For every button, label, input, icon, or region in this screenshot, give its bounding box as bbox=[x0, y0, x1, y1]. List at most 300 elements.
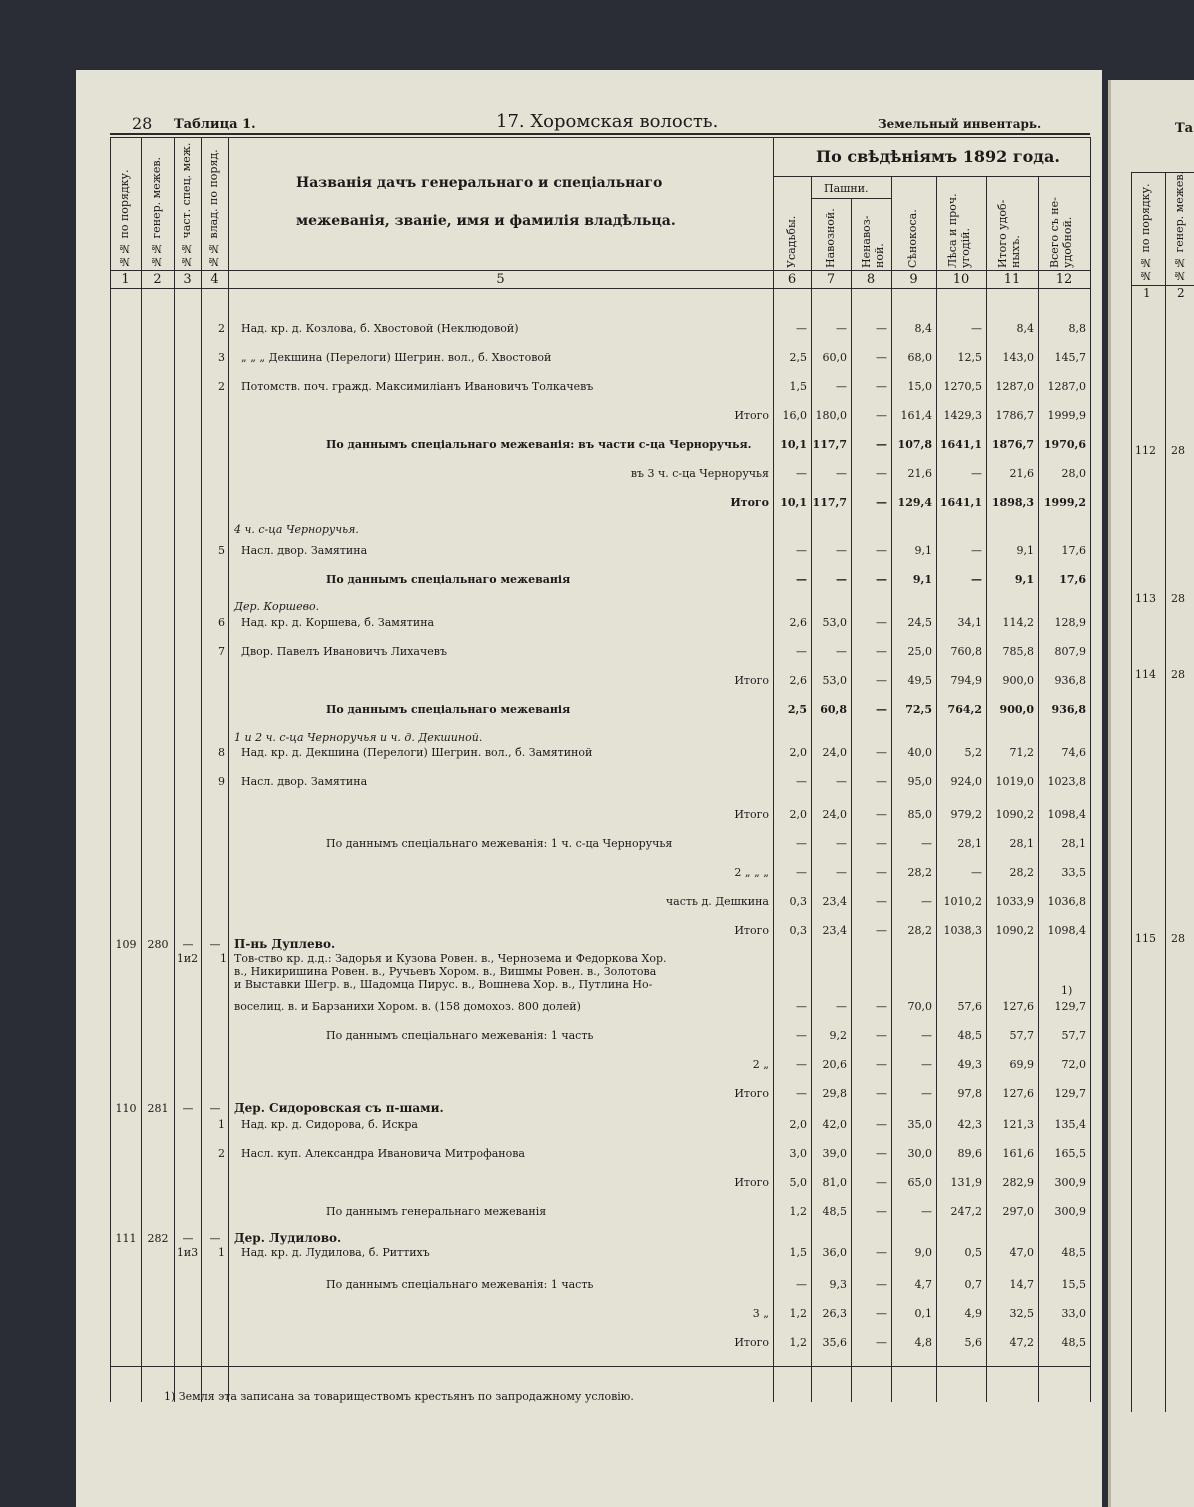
cell-c6: 2,5 bbox=[787, 703, 807, 716]
cell-c11: 127,6 bbox=[1002, 1000, 1034, 1013]
owner-number: 1 bbox=[220, 952, 227, 965]
cell-c9: 25,0 bbox=[907, 645, 932, 658]
entry-text: По даннымъ генеральнаго межеванія bbox=[326, 1205, 547, 1218]
cell-c9: 24,5 bbox=[907, 616, 932, 629]
cell-c9: 30,0 bbox=[907, 1147, 932, 1160]
col10-header: Лѣса и проч. угодій. bbox=[946, 193, 972, 268]
cell-c10: 4,9 bbox=[964, 1307, 982, 1320]
special-number: 1и2 bbox=[176, 952, 199, 965]
cell-c10: — bbox=[971, 573, 982, 586]
cell-c8: — bbox=[876, 1176, 887, 1189]
cell-c11: 8,4 bbox=[1016, 322, 1034, 335]
cell-c6: — bbox=[796, 573, 807, 586]
page-title: 17. Хоромская волость. bbox=[496, 111, 719, 132]
cell-c9: 68,0 bbox=[907, 351, 932, 364]
cell-c7: 23,4 bbox=[822, 924, 847, 937]
cell-c6: — bbox=[796, 467, 807, 480]
entry-text: По даннымъ спеціальнаго межеванія: въ части с-ца Черноручья. bbox=[326, 438, 752, 451]
cell-c12: 48,5 bbox=[1061, 1246, 1086, 1259]
group-header: По свѣдѣніямъ 1892 года. bbox=[816, 147, 1060, 166]
cell-c12: 28,1 bbox=[1061, 837, 1086, 850]
cell-c10: 5,2 bbox=[964, 746, 982, 759]
cell-c11: 900,0 bbox=[1002, 674, 1034, 687]
cell-c10: 131,9 bbox=[950, 1176, 982, 1189]
special-number: 1и3 bbox=[176, 1246, 199, 1259]
next-col-number: 2 bbox=[1177, 286, 1185, 300]
entry-text: По даннымъ спеціальнаго межеванія: 1 часть bbox=[326, 1278, 594, 1291]
cell-c8: — bbox=[876, 1147, 887, 1160]
cell-c9: 4,7 bbox=[914, 1278, 932, 1291]
cell-c12: 300,9 bbox=[1054, 1176, 1086, 1189]
cell-c12: 135,4 bbox=[1054, 1118, 1086, 1131]
cell-c12: 74,6 bbox=[1061, 746, 1086, 759]
block-title: Дер. Лудилово. bbox=[234, 1231, 342, 1245]
cell-c8: — bbox=[876, 1029, 887, 1042]
cell-c6: — bbox=[796, 1087, 807, 1100]
col11-header: Итого удоб-ныхъ. bbox=[996, 199, 1022, 268]
entry-text: Над. кр. д. Декшина (Перелоги) Шегрин. вол., б. Замятиной bbox=[241, 746, 593, 759]
special-number: — bbox=[182, 1232, 194, 1245]
cell-c11: 28,2 bbox=[1009, 866, 1034, 879]
cell-c8: — bbox=[876, 351, 887, 364]
cell-c10: 1038,3 bbox=[943, 924, 982, 937]
cell-c6: 0,3 bbox=[789, 924, 807, 937]
col5-header-line1: Названія дачъ генеральнаго и спеціальнаго bbox=[296, 175, 663, 191]
cell-c12: 28,0 bbox=[1061, 467, 1086, 480]
subhead: Дер. Коршево. bbox=[234, 600, 320, 613]
cell-c9: 8,4 bbox=[914, 322, 932, 335]
order-number: 111 bbox=[115, 1232, 137, 1245]
cell-c12: 1999,9 bbox=[1047, 409, 1086, 422]
cell-c6: 2,0 bbox=[789, 1118, 807, 1131]
cell-c7: — bbox=[836, 837, 847, 850]
cell-c12: 1098,4 bbox=[1047, 924, 1086, 937]
cell-c6: 10,1 bbox=[780, 496, 807, 509]
cell-c11: 114,2 bbox=[1002, 616, 1034, 629]
cell-c10: 794,9 bbox=[950, 674, 982, 687]
cell-c12: 8,8 bbox=[1068, 322, 1086, 335]
cell-c8: — bbox=[876, 808, 887, 821]
col-number: 12 bbox=[1055, 272, 1073, 287]
owner-number: — bbox=[209, 1232, 221, 1245]
cell-c10: 12,5 bbox=[957, 351, 982, 364]
col9-header: Сѣнокоса. bbox=[906, 209, 919, 268]
cell-c12: 15,5 bbox=[1061, 1278, 1086, 1291]
entry-text: Над. кр. д. Сидорова, б. Искра bbox=[241, 1118, 418, 1131]
cell-c6: 10,1 bbox=[780, 438, 807, 451]
cell-c6: 1,5 bbox=[789, 380, 807, 393]
cell-c11: 69,9 bbox=[1009, 1058, 1034, 1071]
cell-c10: 1010,2 bbox=[943, 895, 982, 908]
owner-number: 3 bbox=[218, 351, 225, 364]
cell-c9: 9,0 bbox=[914, 1246, 932, 1259]
general-number: 282 bbox=[147, 1232, 169, 1245]
owner-number: 9 bbox=[218, 775, 225, 788]
cell-c7: 117,7 bbox=[812, 438, 847, 451]
entry-text: Над. кр. д. Лудилова, б. Риттихъ bbox=[241, 1246, 430, 1259]
cell-c8: — bbox=[876, 496, 887, 509]
next-col-order-header: №№ по порядку. bbox=[1139, 183, 1152, 282]
cell-c11: 47,2 bbox=[1009, 1336, 1034, 1349]
cell-c11: 1786,7 bbox=[995, 409, 1034, 422]
cell-c11: 785,8 bbox=[1002, 645, 1034, 658]
cell-c7: — bbox=[836, 467, 847, 480]
entry-text: Насл. куп. Александра Ивановича Митрофанова bbox=[241, 1147, 525, 1160]
cell-c8: — bbox=[876, 866, 887, 879]
col-number: 1 bbox=[121, 272, 130, 287]
cell-c6: — bbox=[796, 1029, 807, 1042]
cell-c6: 2,0 bbox=[789, 808, 807, 821]
entry-text: Итого bbox=[734, 1176, 769, 1189]
entry-line: Тов-ство кр. д.д.: Задорья и Кузова Ровен. в., Чернозема и Федоркова Хор. bbox=[234, 952, 667, 965]
table-bottom-rule bbox=[110, 1366, 1090, 1367]
cell-c9: 72,5 bbox=[905, 703, 932, 716]
cell-c7: — bbox=[836, 775, 847, 788]
entry-text: Итого bbox=[734, 808, 769, 821]
entry-text: Насл. двор. Замятина bbox=[241, 544, 368, 557]
cell-c7: 24,0 bbox=[822, 808, 847, 821]
col8-header: Ненавоз-ной. bbox=[860, 215, 886, 268]
cell-c10: 5,6 bbox=[964, 1336, 982, 1349]
cell-c10: 1429,3 bbox=[943, 409, 982, 422]
cell-c8: — bbox=[876, 895, 887, 908]
subhead: 1 и 2 ч. с-ца Черноручья и ч. д. Декшиной. bbox=[234, 731, 483, 744]
owner-number: 5 bbox=[218, 544, 225, 557]
cell-c6: — bbox=[796, 1058, 807, 1071]
entry-text: По даннымъ спеціальнаго межеванія bbox=[326, 703, 571, 716]
cell-c7: 39,0 bbox=[822, 1147, 847, 1160]
top-rule-thin bbox=[110, 137, 1090, 138]
cell-c10: 760,8 bbox=[950, 645, 982, 658]
owner-number: 8 bbox=[218, 746, 225, 759]
cell-c10: 764,2 bbox=[947, 703, 982, 716]
cell-c10: 42,3 bbox=[957, 1118, 982, 1131]
cell-c7: — bbox=[836, 866, 847, 879]
cell-c8: — bbox=[876, 1118, 887, 1131]
entry-text: 3 „ bbox=[752, 1307, 769, 1320]
col-number: 10 bbox=[952, 272, 970, 287]
col6-header: Усадьбы. bbox=[785, 215, 798, 268]
cell-c7: 60,0 bbox=[822, 351, 847, 364]
cell-c9: 49,5 bbox=[907, 674, 932, 687]
cell-c6: — bbox=[796, 645, 807, 658]
next-general-number: 28 bbox=[1171, 444, 1185, 457]
cell-c8: — bbox=[876, 645, 887, 658]
cell-c6: 16,0 bbox=[782, 409, 807, 422]
cell-c10: 0,7 bbox=[964, 1278, 982, 1291]
entry-text: Итого bbox=[734, 1087, 769, 1100]
col12-header: Всего съ не-удобной. bbox=[1048, 197, 1074, 268]
owner-number: 1 bbox=[218, 1246, 225, 1259]
col-general-header: №№ генер. межев. bbox=[150, 156, 163, 268]
special-number: — bbox=[182, 938, 194, 951]
entry-text: Итого bbox=[734, 1336, 769, 1349]
cell-c10: — bbox=[971, 544, 982, 557]
cell-c12: 129,7 bbox=[1054, 1087, 1086, 1100]
cell-c9: 70,0 bbox=[907, 1000, 932, 1013]
cell-c11: 32,5 bbox=[1009, 1307, 1034, 1320]
cell-c12: 1036,8 bbox=[1047, 895, 1086, 908]
cell-c6: — bbox=[796, 322, 807, 335]
footnote: 1) Земля эта записана за товариществомъ крестьянъ по запродажному условію. bbox=[164, 1390, 634, 1403]
cell-c10: 28,1 bbox=[957, 837, 982, 850]
cell-c10: 247,2 bbox=[950, 1205, 982, 1218]
cell-c10: 1641,1 bbox=[939, 496, 982, 509]
cell-c12: 72,0 bbox=[1061, 1058, 1086, 1071]
cell-c11: 1090,2 bbox=[995, 808, 1034, 821]
cell-c7: 36,0 bbox=[822, 1246, 847, 1259]
next-general-number: 28 bbox=[1171, 668, 1185, 681]
col-number: 5 bbox=[496, 272, 505, 287]
cell-c8: — bbox=[876, 1058, 887, 1071]
cell-c8: — bbox=[876, 380, 887, 393]
cell-c7: — bbox=[836, 322, 847, 335]
next-general-number: 28 bbox=[1171, 592, 1185, 605]
cell-c11: 47,0 bbox=[1009, 1246, 1034, 1259]
cell-c11: 127,6 bbox=[1002, 1087, 1034, 1100]
cell-c7: 60,8 bbox=[820, 703, 847, 716]
next-order-number: 112 bbox=[1135, 444, 1156, 457]
cell-c8: — bbox=[876, 1246, 887, 1259]
cell-c7: — bbox=[836, 544, 847, 557]
cell-c7: 29,8 bbox=[822, 1087, 847, 1100]
owner-number: 7 bbox=[218, 645, 225, 658]
cell-c6: 2,6 bbox=[789, 674, 807, 687]
cell-c11: 57,7 bbox=[1009, 1029, 1034, 1042]
cell-c9: 65,0 bbox=[907, 1176, 932, 1189]
order-number: 109 bbox=[115, 938, 137, 951]
cell-c6: — bbox=[796, 866, 807, 879]
cell-c7: 9,2 bbox=[829, 1029, 847, 1042]
cell-c11: 1876,7 bbox=[991, 438, 1034, 451]
cell-c9: — bbox=[921, 837, 932, 850]
cell-c8: — bbox=[876, 1000, 887, 1013]
entry-text: По даннымъ спеціальнаго межеванія bbox=[326, 573, 571, 586]
cell-c10: 97,8 bbox=[957, 1087, 982, 1100]
owner-number: 2 bbox=[218, 380, 225, 393]
cell-c7: 9,3 bbox=[829, 1278, 847, 1291]
cell-c12: 936,8 bbox=[1051, 703, 1086, 716]
cell-c11: 1033,9 bbox=[995, 895, 1034, 908]
col-number: 7 bbox=[826, 272, 836, 287]
cell-c7: 24,0 bbox=[822, 746, 847, 759]
cell-c12: 1970,6 bbox=[1043, 438, 1086, 451]
entry-text: Потомств. поч. гражд. Максимиліанъ Ивановичъ Толкачевъ bbox=[241, 380, 594, 393]
cell-c6: 2,6 bbox=[789, 616, 807, 629]
group-rule bbox=[773, 176, 1090, 177]
cell-c12: 807,9 bbox=[1054, 645, 1086, 658]
cell-c11: 28,1 bbox=[1009, 837, 1034, 850]
cell-c6: 0,3 bbox=[789, 895, 807, 908]
cell-c12: 33,0 bbox=[1061, 1307, 1086, 1320]
cell-c8: — bbox=[876, 467, 887, 480]
cell-c8: — bbox=[876, 746, 887, 759]
cell-c11: 1898,3 bbox=[991, 496, 1034, 509]
cell-c6: 5,0 bbox=[789, 1176, 807, 1189]
cell-c11: 121,3 bbox=[1002, 1118, 1034, 1131]
cell-c11: 297,0 bbox=[1002, 1205, 1034, 1218]
cell-c12: 17,6 bbox=[1059, 573, 1086, 586]
cell-c11: 71,2 bbox=[1009, 746, 1034, 759]
cell-c12: 128,9 bbox=[1054, 616, 1086, 629]
col5-header-line2: межеванія, званіе, имя и фамилія владѣльца. bbox=[296, 213, 676, 229]
col-number: 9 bbox=[909, 272, 918, 287]
cell-c12: 57,7 bbox=[1061, 1029, 1086, 1042]
cell-c6: — bbox=[796, 775, 807, 788]
cell-c7: 117,7 bbox=[812, 496, 847, 509]
entry-text: Итого bbox=[734, 924, 769, 937]
col-owner-header: №№ влад. по поряд. bbox=[207, 149, 220, 268]
cell-c7: 20,6 bbox=[822, 1058, 847, 1071]
next-col-general-header: №№ генер. межев. bbox=[1173, 170, 1186, 282]
entry-text: По даннымъ спеціальнаго межеванія: 1 ч. с-ца Черноручья bbox=[326, 837, 673, 850]
cell-c7: — bbox=[836, 1000, 847, 1013]
cell-c8: — bbox=[876, 322, 887, 335]
entry-text: Насл. двор. Замятина bbox=[241, 775, 368, 788]
block-title: Дер. Сидоровская съ п-шами. bbox=[234, 1101, 444, 1115]
subhead: 4 ч. с-ца Черноручья. bbox=[234, 523, 359, 536]
order-number: 110 bbox=[115, 1102, 137, 1115]
next-order-number: 115 bbox=[1135, 932, 1156, 945]
cell-c6: 1,2 bbox=[789, 1205, 807, 1218]
cell-c7: 53,0 bbox=[822, 616, 847, 629]
owner-number: 6 bbox=[218, 616, 225, 629]
cell-c10: 48,5 bbox=[957, 1029, 982, 1042]
cell-c12: 1999,2 bbox=[1043, 496, 1086, 509]
block-title: П-нь Дуплево. bbox=[234, 937, 336, 951]
cell-c9: — bbox=[921, 1058, 932, 1071]
cell-c10: 49,3 bbox=[957, 1058, 982, 1071]
col-number: 8 bbox=[866, 272, 876, 287]
cell-c11: 1090,2 bbox=[995, 924, 1034, 937]
top-rule bbox=[110, 133, 1090, 135]
cell-c10: 0,5 bbox=[964, 1246, 982, 1259]
cell-c8: — bbox=[876, 616, 887, 629]
cell-c10: 1641,1 bbox=[939, 438, 982, 451]
entry-text: Итого bbox=[734, 409, 769, 422]
cell-c11: 9,1 bbox=[1016, 544, 1034, 557]
cell-c11: 14,7 bbox=[1009, 1278, 1034, 1291]
document-page bbox=[76, 70, 1102, 1507]
col-special-header: №№ част. спец. меж. bbox=[180, 142, 193, 268]
cell-c9: 40,0 bbox=[907, 746, 932, 759]
cell-c8: — bbox=[876, 1205, 887, 1218]
cell-c9: 9,1 bbox=[912, 573, 932, 586]
cell-c6: 2,0 bbox=[789, 746, 807, 759]
cell-c12: 300,9 bbox=[1054, 1205, 1086, 1218]
cell-c6: — bbox=[796, 837, 807, 850]
pashni-header: Пашни. bbox=[824, 182, 869, 195]
cell-c8: — bbox=[876, 837, 887, 850]
cell-c7: — bbox=[836, 380, 847, 393]
cell-c9: 28,2 bbox=[907, 924, 932, 937]
cell-c9: — bbox=[921, 1205, 932, 1218]
cell-c6: — bbox=[796, 1000, 807, 1013]
entry-line: воселиц. в. и Барзанихи Хором. в. (158 домохоз. 800 долей) bbox=[234, 1000, 581, 1013]
cell-c9: 21,6 bbox=[907, 467, 932, 480]
cell-c8: — bbox=[876, 1307, 887, 1320]
entry-text: Двор. Павелъ Ивановичъ Лихачевъ bbox=[241, 645, 447, 658]
owner-number: — bbox=[209, 1102, 221, 1115]
cell-c7: — bbox=[836, 645, 847, 658]
header-bottom-rule bbox=[110, 270, 1090, 271]
next-general-number: 28 bbox=[1171, 932, 1185, 945]
footnote-mark: 1) bbox=[1061, 984, 1073, 997]
cell-c10: — bbox=[971, 322, 982, 335]
cell-c12: 129,7 bbox=[1054, 1000, 1086, 1013]
cell-c8: — bbox=[876, 573, 887, 586]
entry-text: Итого bbox=[730, 496, 769, 509]
col-number: 6 bbox=[787, 272, 797, 287]
cell-c9: 85,0 bbox=[907, 808, 932, 821]
entry-text: По даннымъ спеціальнаго межеванія: 1 часть bbox=[326, 1029, 594, 1042]
cell-c11: 9,1 bbox=[1014, 573, 1034, 586]
cell-c7: — bbox=[836, 573, 847, 586]
cell-c8: — bbox=[876, 409, 887, 422]
col-number: 3 bbox=[183, 272, 192, 287]
general-number: 281 bbox=[147, 1102, 169, 1115]
cell-c10: — bbox=[971, 467, 982, 480]
cell-c11: 1287,0 bbox=[995, 380, 1034, 393]
cell-c12: 165,5 bbox=[1054, 1147, 1086, 1160]
entry-text: въ 3 ч. с-ца Черноручья bbox=[630, 467, 769, 480]
cell-c12: 1098,4 bbox=[1047, 808, 1086, 821]
cell-c9: 28,2 bbox=[907, 866, 932, 879]
cell-c9: 0,1 bbox=[914, 1307, 932, 1320]
cell-c7: 26,3 bbox=[822, 1307, 847, 1320]
cell-c10: 1270,5 bbox=[943, 380, 982, 393]
cell-c12: 17,6 bbox=[1061, 544, 1086, 557]
col-number: 2 bbox=[153, 272, 162, 287]
owner-number: 2 bbox=[218, 1147, 225, 1160]
cell-c9: 107,8 bbox=[897, 438, 932, 451]
cell-c7: 81,0 bbox=[822, 1176, 847, 1189]
next-order-number: 113 bbox=[1135, 592, 1156, 605]
cell-c10: 89,6 bbox=[957, 1147, 982, 1160]
entry-text: 2 „ „ „ bbox=[734, 866, 769, 879]
cell-c6: 1,5 bbox=[789, 1246, 807, 1259]
cell-c12: 48,5 bbox=[1061, 1336, 1086, 1349]
col-number: 4 bbox=[210, 272, 219, 287]
cell-c12: 1287,0 bbox=[1047, 380, 1086, 393]
cell-c7: 23,4 bbox=[822, 895, 847, 908]
col-number: 11 bbox=[1003, 272, 1021, 287]
cell-c10: 979,2 bbox=[950, 808, 982, 821]
next-page-edge bbox=[1108, 80, 1194, 1507]
cell-c8: — bbox=[876, 1087, 887, 1100]
next-page-header: Та bbox=[1175, 121, 1194, 136]
general-number: 280 bbox=[147, 938, 169, 951]
table-label: Таблица 1. bbox=[174, 117, 256, 132]
cell-c7: 48,5 bbox=[822, 1205, 847, 1218]
section-title: Земельный инвентарь. bbox=[878, 117, 1042, 131]
cell-c11: 900,0 bbox=[999, 703, 1034, 716]
cell-c9: 95,0 bbox=[907, 775, 932, 788]
cell-c8: — bbox=[876, 703, 887, 716]
entry-line: и Выставки Шегр. в., Шадомца Пирус. в., Вошнева Хор. в., Путлина Но- bbox=[234, 978, 653, 991]
entry-line: в., Никиришина Ровен. в., Ручьевъ Хором. в., Вишмы Ровен. в., Золотова bbox=[234, 965, 657, 978]
cell-c6: 2,5 bbox=[789, 351, 807, 364]
entry-text: „ „ „ Декшина (Перелоги) Шегрин. вол., б. Хвостовой bbox=[241, 351, 552, 364]
cell-c12: 1023,8 bbox=[1047, 775, 1086, 788]
owner-number: — bbox=[209, 938, 221, 951]
cell-c7: 35,6 bbox=[822, 1336, 847, 1349]
owner-number: 1 bbox=[218, 1118, 225, 1131]
cell-c7: 180,0 bbox=[815, 409, 847, 422]
next-order-number: 114 bbox=[1135, 668, 1156, 681]
cell-c11: 161,6 bbox=[1002, 1147, 1034, 1160]
cell-c9: 129,4 bbox=[897, 496, 932, 509]
